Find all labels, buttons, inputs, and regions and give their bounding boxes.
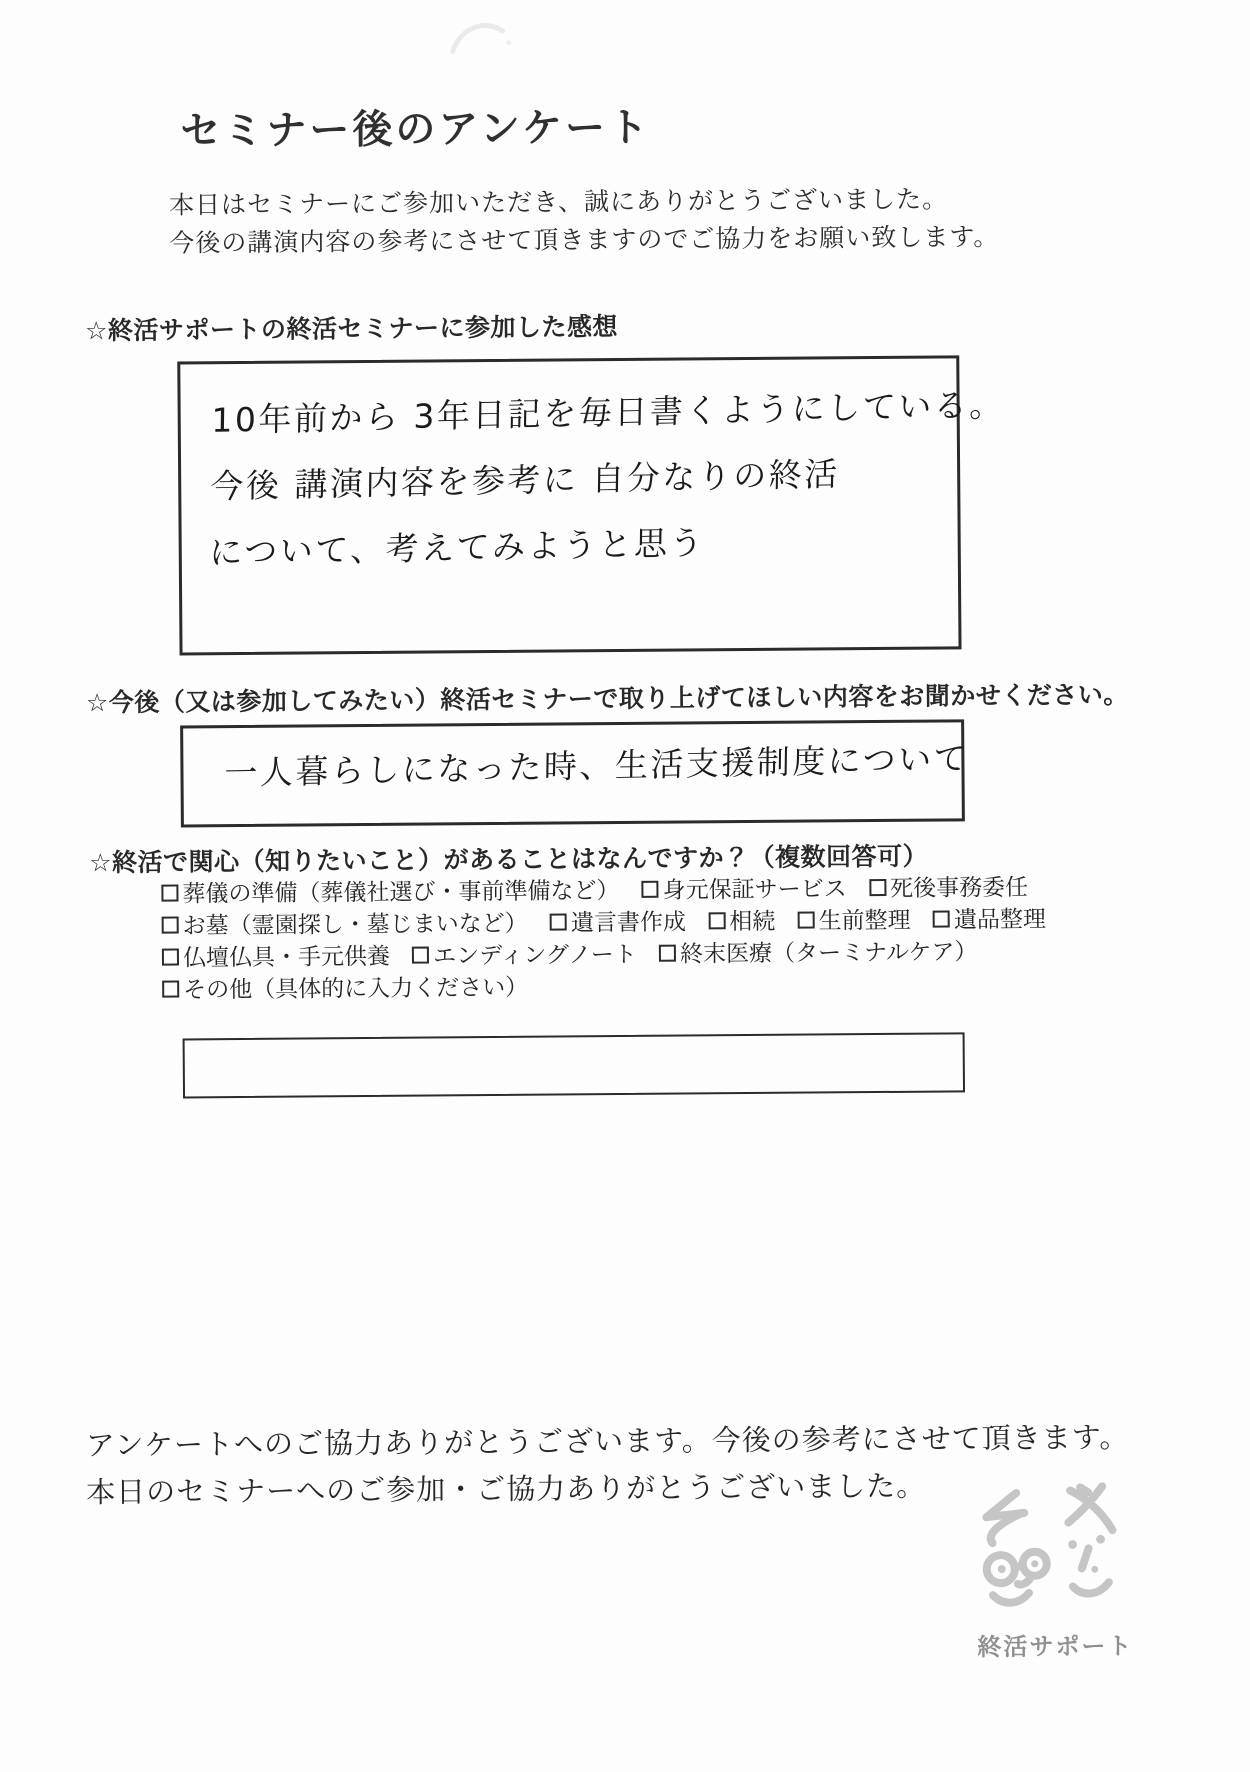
checkbox-label: 身元保証サービス (662, 876, 847, 904)
footer-line: アンケートへのご協力ありがとうございます。今後の参考にさせて頂きます。 (85, 1420, 1130, 1463)
checkbox-option-will-writing[interactable] (550, 904, 686, 938)
checkbox-label: お墓（霊園探し・墓じまいなど） (182, 910, 528, 940)
checkbox-label: 終末医療（ターミナルケア） (680, 939, 978, 968)
handwritten-line: 10年前から 3年日記を毎日書くようにしている。 (211, 384, 1006, 440)
checkbox-icon[interactable] (162, 981, 179, 998)
checkbox-option-postmortem-affairs[interactable] (869, 869, 1028, 903)
checkbox-option-estate-organizing[interactable] (933, 901, 1046, 935)
section-heading-future-topics: ☆今後（又は参加してみたい）終活セミナーで取り上げてほしい内容をお聞かせください。 (85, 680, 1129, 718)
checkbox-icon[interactable] (869, 879, 886, 896)
company-logo (956, 1482, 1153, 1663)
scan-smudge-artifact (447, 15, 517, 66)
checkbox-label: 仏壇仏具・手元供養 (182, 943, 391, 972)
checkbox-row (162, 933, 993, 973)
section-heading-impressions: ☆終活サポートの終活セミナーに参加した感想 (84, 312, 619, 346)
checkbox-option-ending-note[interactable] (412, 936, 637, 971)
section-heading-interests: ☆終活で関心（知りたいこと）があることはなんですか？（複数回答可） (89, 841, 929, 878)
checkbox-icon[interactable] (659, 945, 676, 962)
intro-text (169, 180, 1000, 263)
future-topics-answer-box[interactable] (180, 719, 970, 827)
handwritten-line: について、考えてみようと思う (209, 522, 706, 572)
handwritten-answer (182, 713, 970, 796)
checkbox-label: 生前整理 (818, 907, 911, 935)
checkbox-label: 遺品整理 (953, 906, 1047, 934)
impressions-answer-box[interactable] (177, 355, 1006, 655)
other-answer-box[interactable] (183, 1032, 965, 1098)
checkbox-option-terminal-care[interactable] (659, 933, 978, 968)
footer-line: 本日のセミナーへのご参加・ご協力ありがとうございました。 (86, 1468, 927, 1510)
checkbox-label: 相続 (729, 908, 776, 936)
shukatsu-support-logo-icon (970, 1482, 1139, 1623)
checkbox-icon[interactable] (161, 885, 178, 902)
checkbox-icon[interactable] (708, 912, 725, 929)
checkbox-label: エンディングノート (433, 941, 637, 970)
checkbox-icon[interactable] (162, 917, 179, 934)
checkbox-icon[interactable] (412, 947, 429, 964)
intro-line: 本日はセミナーにご参加いただき、誠にありがとうございました。 (168, 184, 949, 220)
checkbox-option-identity-guarantee[interactable] (642, 870, 847, 905)
checkbox-option-funeral-preparation[interactable] (161, 872, 619, 909)
checkbox-option-inheritance[interactable] (708, 903, 775, 937)
handwritten-line: 一人暮らしになった時、生活支援制度について (224, 738, 970, 793)
checkbox-icon[interactable] (642, 881, 659, 898)
checkbox-option-grave[interactable] (162, 905, 528, 941)
checkbox-label: 死後事務委任 (889, 874, 1029, 902)
checkbox-option-pre-death-organizing[interactable] (797, 902, 910, 936)
logo-text: 終活サポート (977, 1632, 1134, 1662)
handwritten-line: 今後 講演内容を参考に 自分なりの終活 (210, 454, 841, 506)
checkbox-label: 遺言書作成 (570, 909, 687, 937)
intro-line: 今後の講演内容の参考にさせて頂きますのでご協力をお願い致します。 (169, 222, 1000, 258)
checkbox-option-other[interactable] (162, 969, 528, 1005)
checkbox-option-buddhist-altar[interactable] (162, 938, 390, 973)
checkbox-label: 葬儀の準備（葬儀社選び・事前準備など） (182, 878, 620, 908)
checkbox-icon[interactable] (550, 913, 567, 930)
checkbox-label: その他（具体的に入力ください） (183, 974, 529, 1004)
checkbox-icon[interactable] (162, 949, 179, 966)
page-title: セミナー後のアンケート (180, 104, 652, 155)
checkbox-row (162, 969, 543, 1005)
handwritten-answer (177, 349, 1006, 587)
checkbox-icon[interactable] (798, 912, 815, 929)
checkbox-icon[interactable] (933, 910, 950, 927)
